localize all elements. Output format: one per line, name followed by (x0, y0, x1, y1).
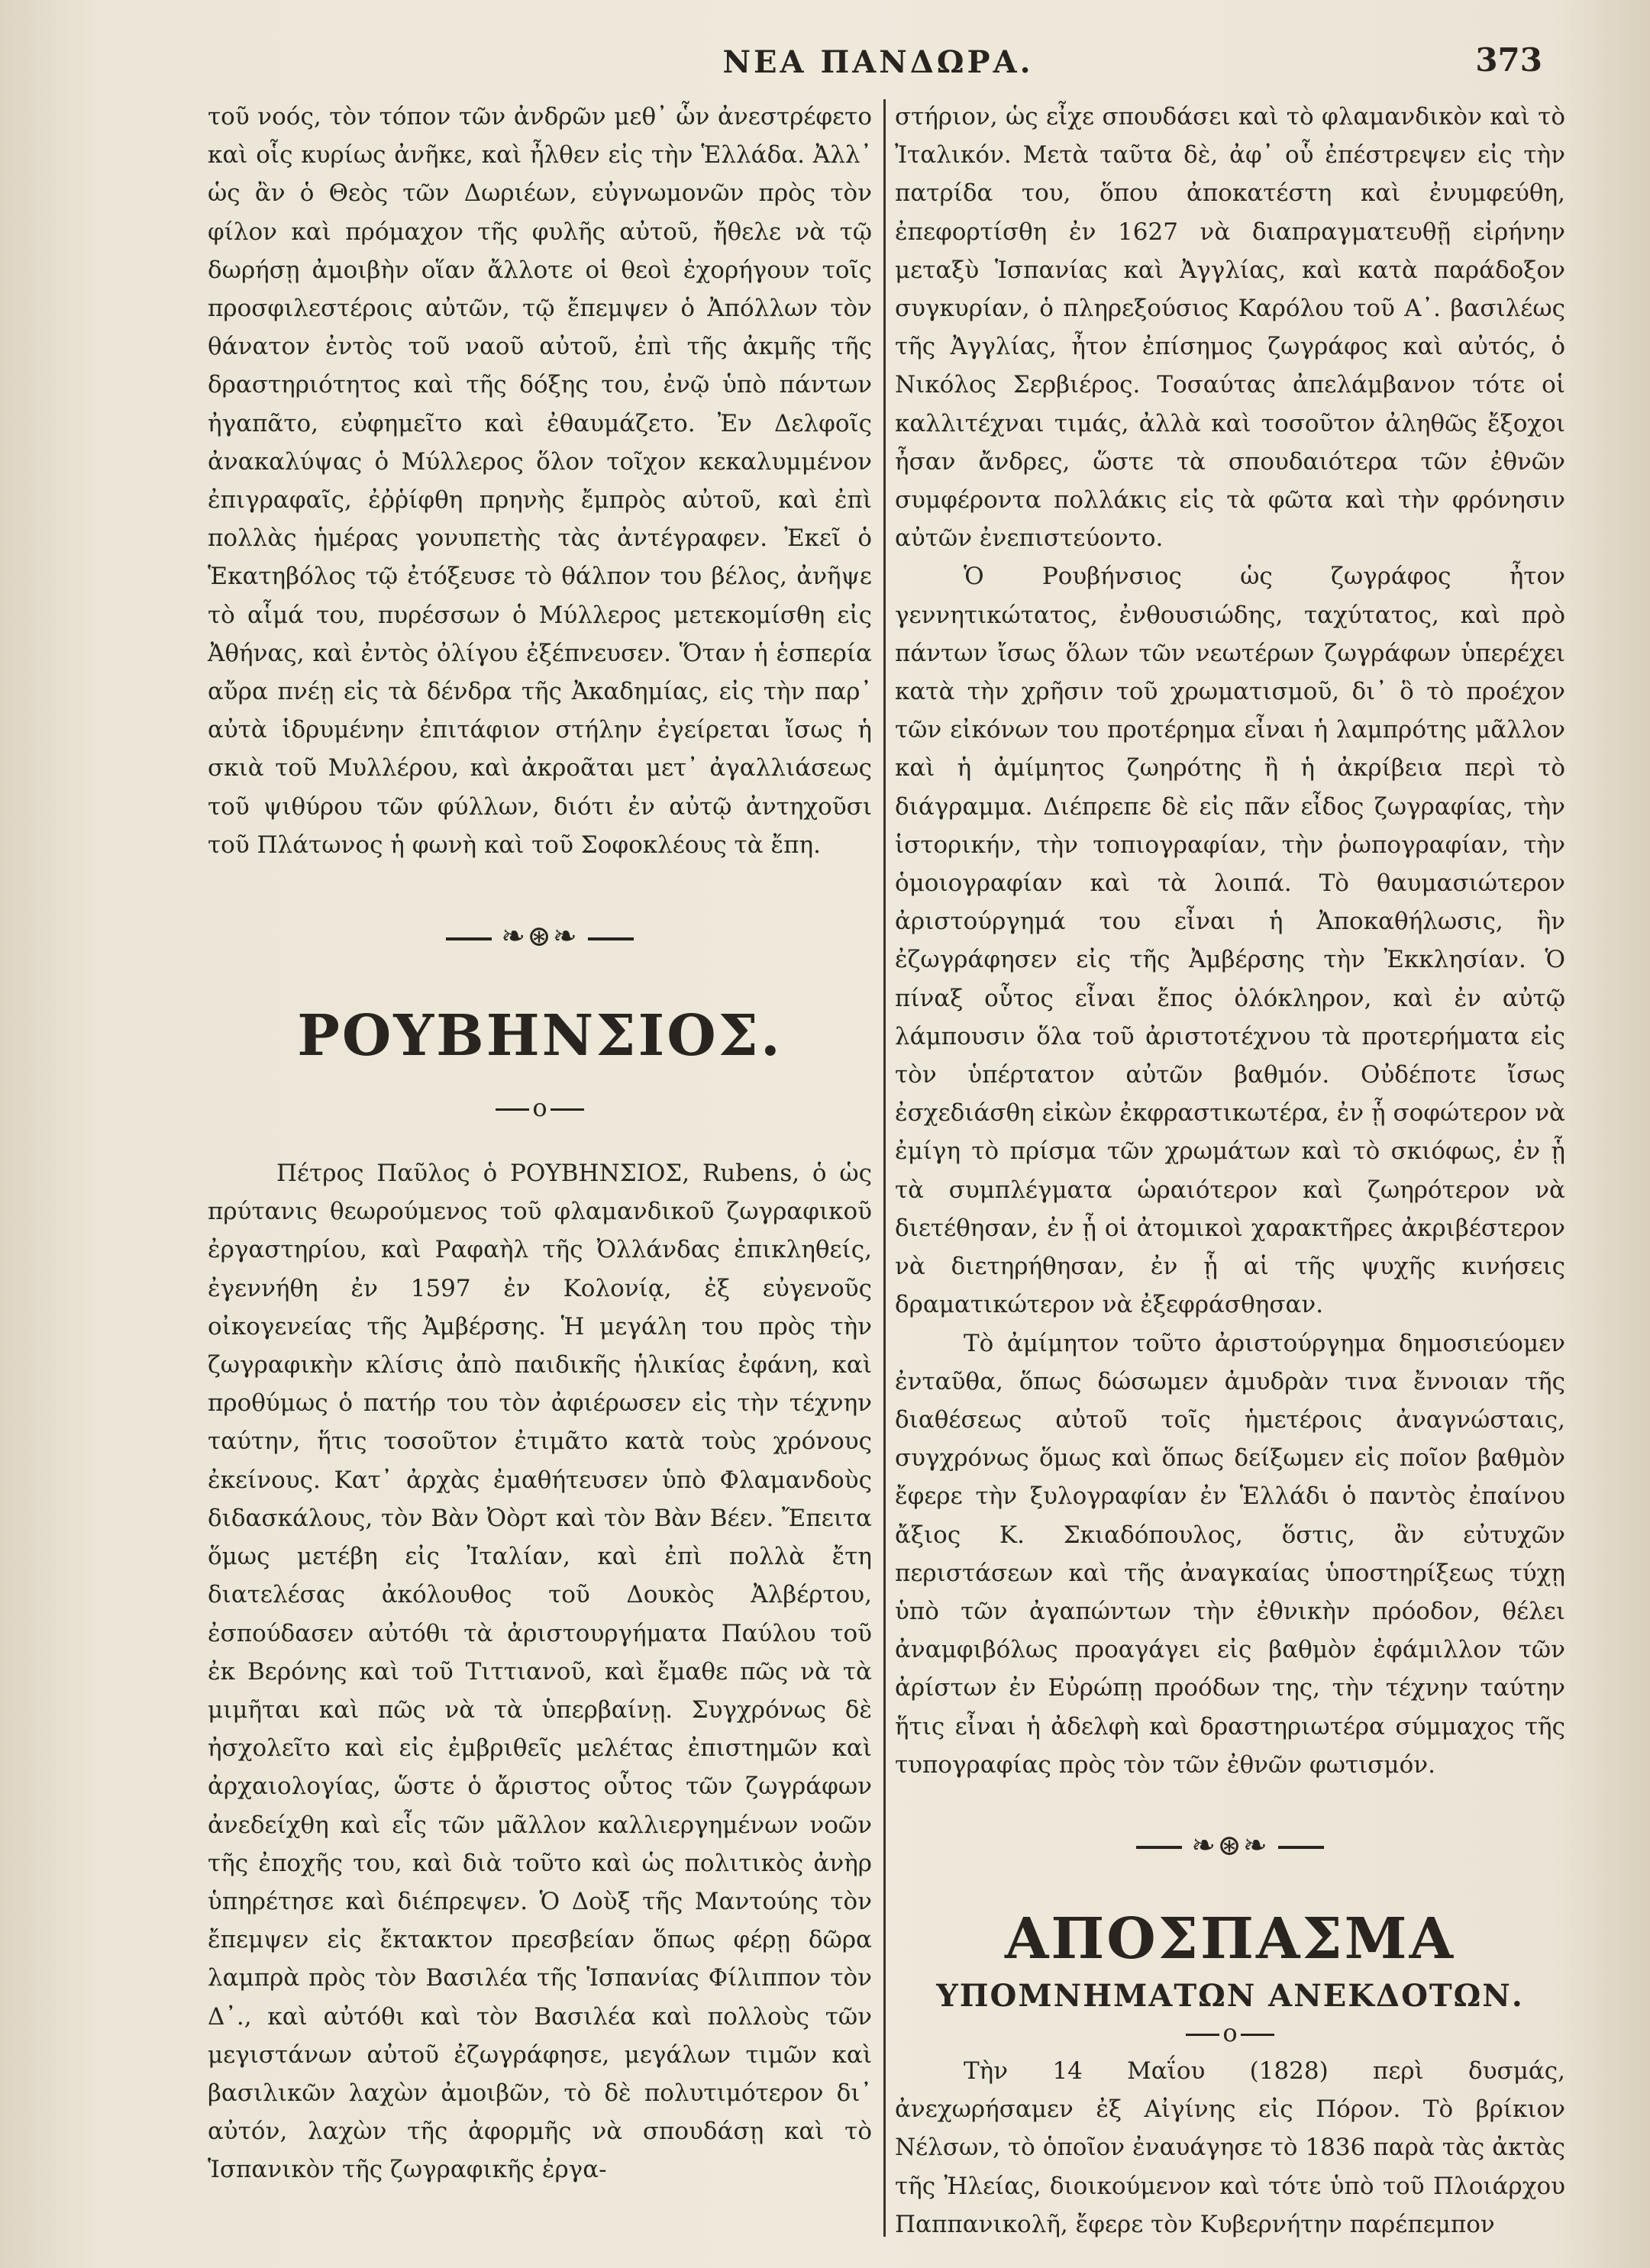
ornament-glyph: ❧⊛❧ (501, 919, 579, 953)
rubens-article-title: ΡΟΥΒΗΝΣΙΟΣ. (297, 1003, 783, 1069)
excerpt-opening-paragraph: Τὴν 14 Μαΐου (1828) περὶ δυσμάς, ἀνεχωρήσαμεν ἐξ Αἰγίνης εἰς Πόρον. Τὸ βρίκιον Νέλσων, τὸ ὁποῖον ἐναυάγησε τὸ 1836 παρὰ τὰς ἀκτὰς τῆς Ἠλείας, διοικούμενον καὶ τότε ὑπὸ τοῦ Πλοιάρχου Παππανικολῆ, ἔφερε τὸν Κυβερνήτην παρέπεμπον (895, 2057, 1565, 2238)
column-rule (883, 99, 886, 2237)
ornament-glyph: ❧⊛❧ (1191, 1828, 1269, 1862)
rubens-painter-paragraph: Ὁ Ρουβήνσιος ὡς ζωγράφος ἦτον γεννητικώτατος, ἐνθουσιώδης, ταχύτατος, καὶ πρὸ πάντων ἴσως ὅλων τῶν νεωτέρων ζωγράφων ὑπερέχει κατὰ τὴν χρῆσιν τοῦ χρωματισμοῦ, δι᾽ ὃ τὸ προέχον τῶν εἰκόνων του προτέρημα εἶναι ἡ λαμπρότης μᾶλλον καὶ ἡ ἀμίμητος ζωηρότης ἢ ἡ ἀκρίβεια περὶ τὸ διάγραμμα. Διέπρεπε δὲ εἰς πᾶν εἶδος ζωγραφίας, τὴν ἱστορικήν, τὴν τοπιογραφίαν, τὴν ῥωπογραφίαν, τὴν ὁμοιογραφίαν καὶ τὰ λοιπά. Τὸ θαυμασιώτερον ἀριστούργημά του εἶναι ἡ Ἀποκαθήλωσις, ἣν ἐζωγράφησεν εἰς τῆς Ἀμβέρσης τὴν Ἐκκλησίαν. Ὁ πίναξ οὗτος εἶναι ἔπος ὁλόκληρον, καὶ ἐν αὐτῷ λάμπουσιν ὅλα τοῦ ἀριστοτέχνου τὰ προτερήματα εἰς τὸν ὑπέρτατον αὐτῶν βαθμόν. Οὐδέποτε ἴσως ἐσχεδιάσθη εἰκὼν ἐκφραστικωτέρα, ἐν ᾗ σοφώτερον νὰ ἐμίγη τὸ πρίσμα τῶν χρωμάτων καὶ τὸ σκιόφως, ἐν ᾗ τὰ συμπλέγματα ὡραιότερον καὶ ζωηρότερον νὰ διετέθησαν, ἐν ᾗ οἱ ἀτομικοὶ χαρακτῆρες ἀκριβέστερον νὰ διετηρήθησαν, ἐν ᾗ αἱ τῆς ψυχῆς κινήσεις δραματικώτερον νὰ ἐξεφράσθησαν. (895, 563, 1565, 1319)
ornament-bar-left (446, 937, 492, 940)
title-divider: o (208, 1089, 872, 1127)
engraving-note-paragraph: Τὸ ἀμίμητον τοῦτο ἀριστούργημα δημοσιεύομεν ἐνταῦθα, ὅπως δώσωμεν ἀμυδρὰν τινα ἔννοιαν τῆς διαθέσεως αὐτοῦ τοῖς ἡμετέροις ἀναγνώσταις, συγχρόνως ὅμως καὶ ὅπως δείξωμεν εἰς ποῖον βαθμὸν ἔφερε τὴν ξυλογραφίαν ἐν Ἑλλάδι ὁ παντὸς ἐπαίνου ἄξιος Κ. Σκιαδόπουλος, ὅστις, ἂν εὐτυχῶν περιστάσεων καὶ τῆς ἀναγκαίας ὑποστηρίξεως τύχῃ ὑπὸ τῶν ἀγαπώντων τὴν ἐθνικὴν πρόοδον, θέλει ἀναμφιβόλως προαγάγει εἰς βαθμὸν ἐφάμιλλον τῶν ἀρίστων ἐν Εὐρώπῃ προόδων της, τὴν τέχνην ταύτην ἥτις εἶναι ἡ ἀδελφὴ καὶ δραστηριωτέρα σύμμαχος τῆς τυπογραφίας πρὸς τὸν τῶν ἐθνῶν φωτισμόν. (895, 1329, 1565, 1779)
subtitle-divider: o (895, 2014, 1565, 2052)
right-column (895, 98, 1565, 2244)
article-continuation-paragraph: τοῦ νοός, τὸν τόπον τῶν ἀνδρῶν μεθ᾽ ὧν ἀνεστρέφετο καὶ οἷς κυρίως ἀνῆκε, καὶ ἦλθεν εἰς τὴν Ἑλλάδα. Ἀλλ᾽ ὡς ἂν ὁ Θεὸς τῶν Δωριέων, εὐγνωμονῶν πρὸς τὸν φίλον καὶ πρόμαχον τῆς φυλῆς αὐτοῦ, ἤθελε νὰ τῷ δωρήσῃ ἀμοιβὴν οἵαν ἄλλοτε οἱ θεοὶ ἐχορήγουν τοῖς προσφιλεστέροις αὐτῶν, τῷ ἔπεμψεν ὁ Ἀπόλλων τὸν θάνατον ἐντὸς τοῦ ναοῦ αὐτοῦ, ἐπὶ τῆς ἀκμῆς τῆς δραστηριότητος καὶ τῆς δόξης του, ἐνῷ ὑπὸ πάντων ἠγαπᾶτο, εὐφημεῖτο καὶ ἐθαυμάζετο. Ἐν Δελφοῖς ἀνακαλύψας ὁ Μύλλερος ὅλον τοῖχον κεκαλυμμένον ἐπιγραφαῖς, ἐῤῥίφθη πρηνὴς ἔμπρὸς αὐτοῦ, καὶ ἐπὶ πολλὰς ἡμέρας γονυπετὴς τὰς ἀντέγραφεν. Ἐκεῖ ὁ Ἑκατηβόλος τῷ ἐτόξευσε τὸ θάλπον του βέλος, ἀνῆψε τὸ αἷμά του, πυρέσσων ὁ Μύλλερος μετεκομίσθη εἰς Ἀθήνας, καὶ ἐντὸς ὀλίγου ἐξέπνευσεν. Ὅταν ἡ ἑσπερία αὔρα πνέῃ εἰς τὰ δένδρα τῆς Ἀκαδημίας, εἰς τὴν παρ᾽ αὐτὰ ἱδρυμένην ἐπιτάφιον στήλην ἐγείρεται ἴσως ἡ σκιὰ τοῦ Μυλλέρου, καὶ ἀκροᾶται μετ᾽ ἀγαλλιάσεως τοῦ ψιθύρου τῶν φύλλων, διότι ἐν αὐτῷ ἀντηχοῦσι τοῦ Πλάτωνος ἡ φωνὴ καὶ τοῦ Σοφοκλέους τὰ ἔπη. (208, 103, 872, 859)
left-column (208, 98, 872, 2189)
section-ornament (895, 1822, 1565, 1868)
rubens-diplomacy-paragraph: στήριον, ὡς εἶχε σπουδάσει καὶ τὸ φλαμανδικὸν καὶ τὸ Ἰταλικόν. Μετὰ ταῦτα δὲ, ἀφ᾽ οὗ ἐπέστρεψεν εἰς τὴν πατρίδα του, ὅπου ἀποκατέστη καὶ ἐνυμφεύθη, ἐπεφορτίσθη ἐν 1627 νὰ διαπραγματευθῇ εἰρήνην μεταξὺ Ἱσπανίας καὶ Ἀγγλίας, καὶ κατὰ παράδοξον συγκυρίαν, ὁ πληρεξούσιος Καρόλου τοῦ Α᾽. βασιλέως τῆς Ἀγγλίας, ἦτον ἐπίσημος ζωγράφος καὶ αὐτός, ὁ Νικόλος Σερβιέρος. Τοσαύτας ἀπελάμβανον τότε οἱ καλλιτέχναι τιμάς, ἀλλὰ καὶ τοσοῦτον ἀληθῶς ἔξοχοι ἦσαν ἄνδρες, ὥστε τὰ σπουδαιότερα τῶν ἐθνῶν συμφέροντα πολλάκις εἰς τὰ φῶτα καὶ τὴν φρόνησιν αὐτῶν ἐνεπιστεύοντο. (895, 103, 1565, 553)
page-number: 373 (1475, 41, 1542, 79)
ornament-bar-right (1278, 1846, 1324, 1849)
section-ornament (208, 913, 872, 959)
ornament-bar-right (588, 937, 634, 940)
running-head (214, 38, 1542, 92)
rubens-biography-paragraph: Πέτρος Παῦλος ὁ ΡΟΥΒΗΝΣΙΟΣ, Rubens, ὁ ὡς πρύτανις θεωρούμενος τοῦ φλαμανδικοῦ ζωγραφικοῦ ἐργαστηρίου, καὶ Ραφαὴλ τῆς Ὀλλάνδας ἐπικληθείς, ἐγεννήθη ἐν 1597 ἐν Κολονίᾳ, ἐξ εὐγενοῦς οἰκογενείας τῆς Ἀμβέρσης. Ἡ μεγάλη του πρὸς τὴν ζωγραφικὴν κλίσις ἀπὸ παιδικῆς ἡλικίας ἐφάνη, καὶ προθύμως ὁ πατήρ του τὸν ἀφιέρωσεν εἰς τὴν τέχνην ταύτην, ἥτις τοσοῦτον ἐτιμᾶτο κατὰ τοὺς χρόνους ἐκείνους. Κατ᾽ ἀρχὰς ἐμαθήτευσεν ὑπὸ Φλαμανδοὺς διδασκάλους, τὸν Βὰν Ὀὸρτ καὶ τὸν Βὰν Βέεν. Ἔπειτα ὅμως μετέβη εἰς Ἰταλίαν, καὶ ἐπὶ πολλὰ ἔτη διατελέσας ἀκόλουθος τοῦ Δουκὸς Ἀλβέρτου, ἐσπούδασεν αὐτόθι τὰ ἀριστουργήματα Παύλου τοῦ ἐκ Βερόνης καὶ τοῦ Τιττιανοῦ, καὶ ἔμαθε πῶς νὰ τὰ μιμῆται καὶ πῶς νὰ τὰ ὑπερβαίνῃ. Συγχρόνως δὲ ἠσχολεῖτο καὶ εἰς ἐμβριθεῖς μελέτας ἐπιστημῶν καὶ ἀρχαιολογίας, ὥστε ὁ ἄριστος οὗτος τῶν ζωγράφων ἀνεδείχθη καὶ εἷς τῶν μᾶλλον καλλιεργημένων νοῶν τῆς ἐποχῆς του, καὶ διὰ τοῦτο καὶ ὡς πολιτικὸς ἀνὴρ ὑπηρέτησε καὶ διέπρεψεν. Ὁ Δοὺξ τῆς Μαντούης τὸν ἔπεμψεν εἰς ἔκτακτον πρεσβείαν ὅπως φέρῃ δῶρα λαμπρὰ πρὸς τὸν Βασιλέα τῆς Ἱσπανίας Φίλιππον τὸν Δ᾽., καὶ αὐτόθι καὶ τὸν Βασιλέα καὶ πολλοὺς τῶν μεγιστάνων αὐτοῦ ἐζωγράφησε, μεγάλων τιμῶν καὶ βασιλικῶν λαχὼν ἀμοιβῶν, τὸ δὲ πολυτιμότερον δι᾽ αὐτόν, λαχὼν τῆς ἀφορμῆς νὰ σπουδάσῃ καὶ τὸ Ἱσπανικὸν τῆς ζωγραφικῆς ἐργα- (208, 1160, 872, 2184)
excerpt-article-title: ΑΠΟΣΠΑΣΜΑ (1004, 1905, 1456, 1972)
ornament-bar-left (1136, 1846, 1182, 1849)
excerpt-article-subtitle: ΥΠΟΜΝΗΜΑΤΩΝ ΑΝΕΚΔΟΤΩΝ. (936, 1977, 1524, 2014)
running-title: ΝΕΑ ΠΑΝΔΩΡΑ. (722, 44, 1034, 80)
